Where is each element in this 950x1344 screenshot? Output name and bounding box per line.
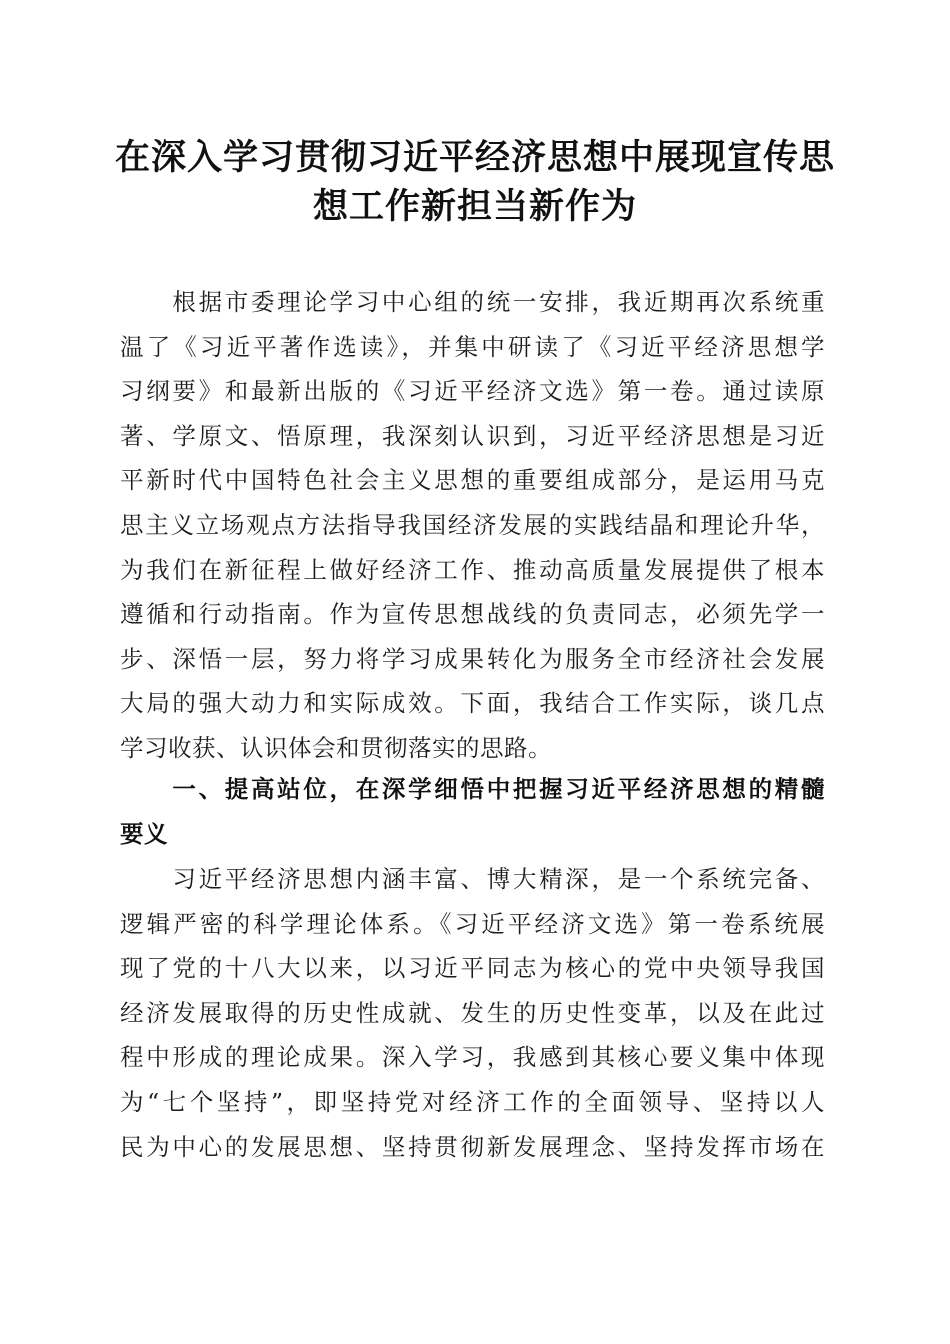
heading-line: 一、提高站位，在深学细悟中把握习近平经济思想的精髓 (120, 775, 825, 803)
heading-line: 要义 (120, 819, 168, 848)
paragraph-line: 为“七个坚持”，即坚持党对经济工作的全面领导、坚持以人 (120, 1087, 825, 1116)
paragraph-line: 民为中心的发展思想、坚持贯彻新发展理念、坚持发挥市场在 (120, 1132, 825, 1161)
paragraph-line: 学习收获、认识体会和贯彻落实的思路。 (120, 733, 552, 762)
paragraph-line: 大局的强大动力和实际成效。下面，我结合工作实际，谈几点 (120, 689, 825, 718)
paragraph-line: 根据市委理论学习中心组的统一安排，我近期再次系统重 (120, 288, 825, 316)
paragraph-line: 逻辑严密的科学理论体系。《习近平经济文选》第一卷系统展 (120, 909, 825, 938)
paragraph-line: 遵循和行动指南。作为宣传思想战线的负责同志，必须先学一 (120, 600, 825, 629)
paragraph-line: 著、学原文、悟原理，我深刻认识到，习近平经济思想是习近 (120, 421, 825, 450)
document-title (100, 133, 850, 231)
paragraph-line: 程中形成的理论成果。深入学习，我感到其核心要义集中体现 (120, 1043, 825, 1072)
title-line: 想工作新担当新作为 (312, 186, 637, 227)
paragraph-line: 步、深悟一层，努力将学习成果转化为服务全市经济社会发展 (120, 644, 825, 673)
title-line: 在深入学习贯彻习近平经济思想中展现宣传思 (114, 137, 835, 178)
paragraph-line: 现了党的十八大以来，以习近平同志为核心的党中央领导我国 (120, 954, 825, 983)
section-heading (120, 767, 825, 856)
intro-paragraph (120, 280, 825, 771)
paragraph-line: 思主义立场观点方法指导我国经济发展的实践结晶和理论升华， (120, 510, 825, 539)
section-paragraph (120, 857, 825, 1169)
paragraph-line: 为我们在新征程上做好经济工作、推动高质量发展提供了根本 (120, 555, 825, 584)
paragraph-line: 习近平经济思想内涵丰富、博大精深，是一个系统完备、 (120, 865, 825, 893)
paragraph-line: 温了《习近平著作选读》，并集中研读了《习近平经济思想学 (120, 332, 825, 361)
paragraph-line: 平新时代中国特色社会主义思想的重要组成部分，是运用马克 (120, 466, 825, 495)
paragraph-line: 经济发展取得的历史性成就、发生的历史性变革，以及在此过 (120, 998, 825, 1027)
paragraph-line: 习纲要》和最新出版的《习近平经济文选》第一卷。通过读原 (120, 377, 825, 406)
